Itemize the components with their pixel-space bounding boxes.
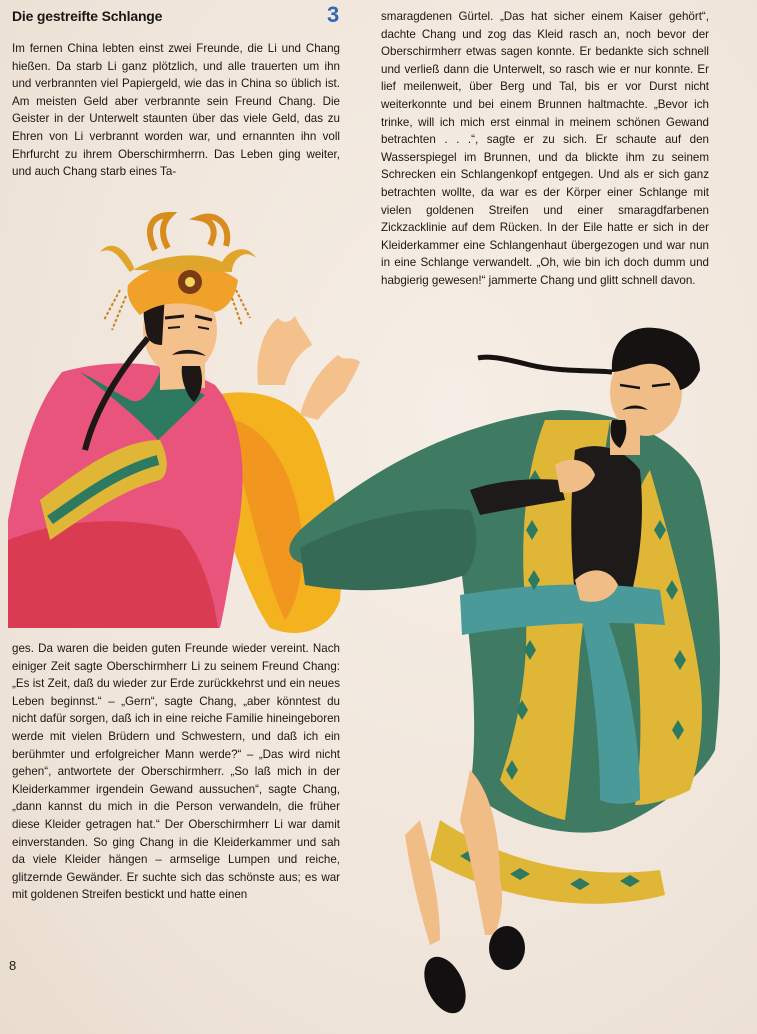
li-hand-right (300, 355, 360, 420)
chang-figure (289, 328, 720, 1020)
page-number: 8 (9, 958, 17, 973)
li-crown-horns (150, 215, 227, 250)
li-hand-left (257, 316, 312, 385)
text-column-right-top (381, 8, 709, 290)
chang-leg-right (405, 820, 440, 945)
paragraph: smaragdenen Gürtel. „Das hat sicher einem Kaiser gehört“, dachte Chang und zog das Kleid rasch an, noch bevor der Oberschirmherr etwas sagen konnte. Er bedankte sich schnell und verließ dann die Unterwelt, so rasch wie er nur konnte. Er lief meilenweit, über Berg und Tal, bis er vor Durst nicht weiterkonnte und bei einem Brunnen haltmachte. „Bevor ich trinke, will ich mich erst einmal in meinem schönen Gewand betrachten . . .“, sagte er zu sich. Er schaute auf den Wasserspiegel im Brunnen, und da blickte ihm zu seinem Schrecken ein Schlangenkopf entgegen. Und als er sich ganz betrachten wollte, da war es der Körper einer Schlange mit vielen goldenen Streifen und einer smaragdfarbenen Zickzacklinie auf dem Rücken. In der Eile hatte er sich in der Kleiderkammer eine Schlangenhaut übergezogen und war nun in eine Schlange verwandelt. „Oh, wie bin ich doch dumm und habgierig gewesen!“ jammerte Chang und glitt schnell davon. (381, 10, 709, 287)
li-crown-gem-center (185, 277, 195, 287)
text-column-left-top (12, 40, 340, 181)
chang-shoe-left (489, 926, 525, 970)
story-title: Die gestreifte Schlange (12, 8, 163, 24)
text-column-left-bottom (12, 640, 340, 904)
story-number: 3 (327, 2, 340, 27)
li-crown-top (100, 246, 256, 272)
chang-queue (478, 357, 612, 372)
paragraph: ges. Da waren die beiden guten Freunde wieder vereint. Nach einiger Zeit sagte Oberschirmherr Li zu seinem Freund Chang: „Es ist Zeit, daß du wieder zur Erde zurückkehrst und ein neues Leben beginnst.“ – „Gern“, sagte Chang, „aber könntest du nicht dafür sorgen, daß ich in eine reiche Familie hineingeboren werde mit vielen Brüdern und Schwestern, und daß ich ein berühmter und erfolgreicher Mann werde?“ – „Das wird nicht gehen“, antwortete der Oberschirmherr. „So laß mich in der Kleiderkammer irgendein Gewand aussuchen“, sagte Chang, „dann kannst du mich in die Person verwandeln, die früher diese Kleider getragen hat.“ Der Oberschirmherr Li war damit einverstanden. So ging Chang in die Kleiderkammer und sah da viele Kleider hängen – armselige Lumpen und reiche, glitzernde Gewänder. Er suchte sich das schönste aus; es war mit goldenen Streifen bestickt und hatte einen (12, 642, 340, 902)
chang-shoe-right (416, 950, 474, 1020)
paragraph: Im fernen China lebten einst zwei Freunde, die Li und Chang hießen. Da starb Li ganz plötzlich, und alle trauerten um ihn und verbrannten viel Papiergeld, wie das in China so üblich ist. Am meisten Geld aber verbrannte sein Freund Chang. Die Geister in der Unterwelt staunten über das viele Geld, das zu Ehren von Li verbrannt worden war, und ernannten ihn voll Ehrfurcht zu ihrem Oberschirmherrn. Das Leben ging weiter, und auch Chang starb eines Ta- (12, 42, 340, 179)
